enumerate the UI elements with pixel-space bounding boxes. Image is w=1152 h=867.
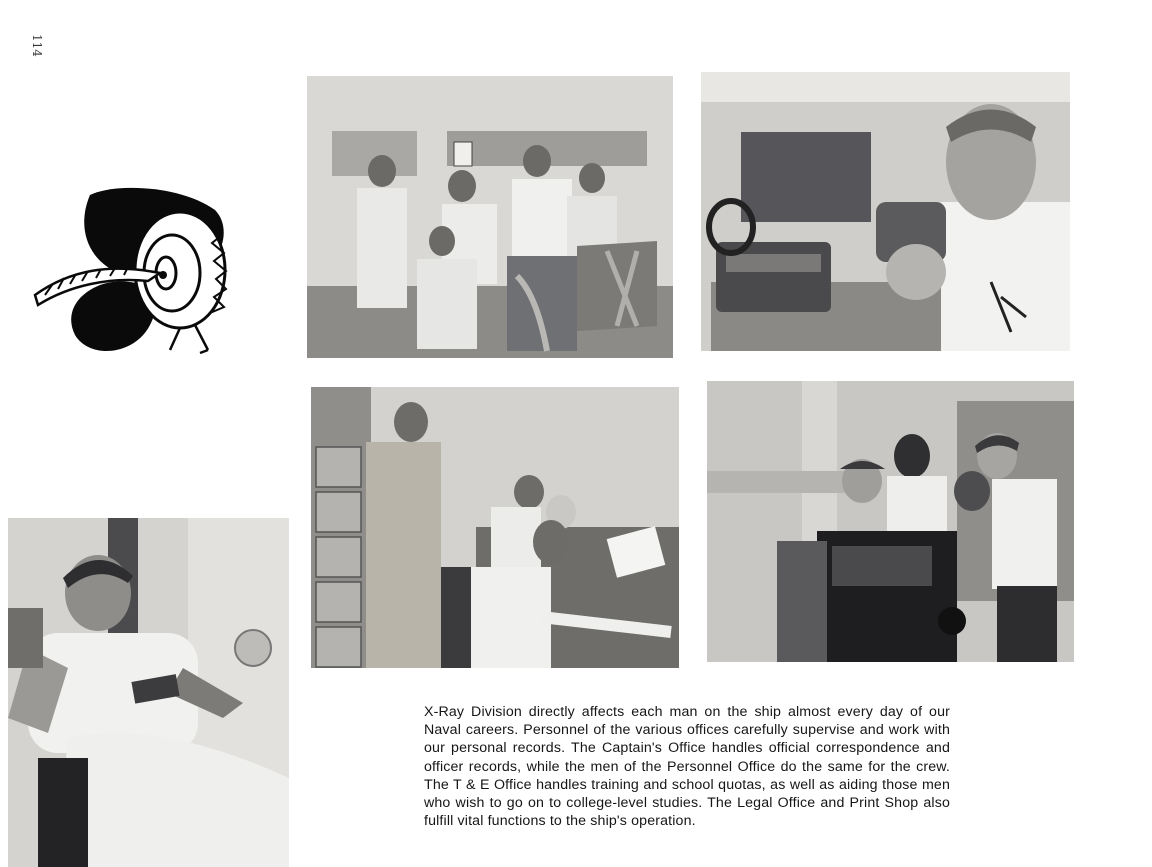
photo-personnel-office — [307, 76, 673, 358]
caption-paragraph: X-Ray Division directly affects each man on the ship almost every day of our Naval careers. Personnel of the various offices carefully supervise and work with our personal records. The Captain's Office handles official correspondence and officer records, while the men of the Personnel Office do the same for the crew. The T & E Office handles training and school quotas, as well as aiding those men who wish to go on to college-level studies. The Legal Office and Print Shop also fulfill vital functions to the ship's operation. — [424, 704, 950, 830]
photo-dictation-sailor — [701, 72, 1070, 351]
photo-captains-office — [311, 387, 679, 668]
page-number: 114 — [30, 34, 44, 57]
photo-seated-sailor-reading — [8, 518, 289, 867]
cartoon-mascot-illustration — [30, 185, 235, 365]
photo-print-shop — [707, 381, 1074, 662]
